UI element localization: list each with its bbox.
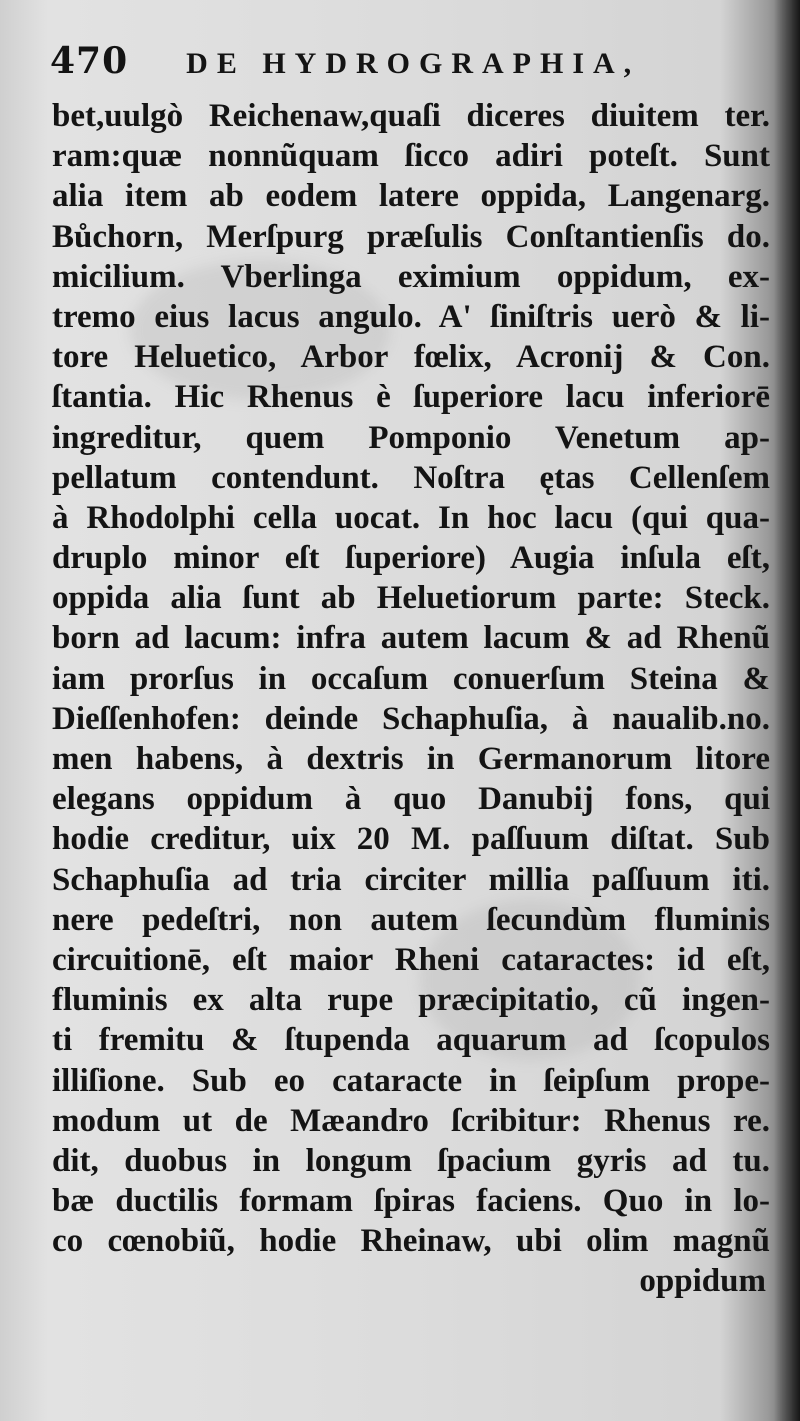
text-line: ſtantia. Hic Rhenus è ſuperiore lacu inferiorē xyxy=(52,379,770,416)
text-line: fluminis ex alta rupe præcipitatio, cũ ingen- xyxy=(52,982,770,1019)
page-number: 470 xyxy=(50,40,129,82)
text-line: à Rhodolphi cella uocat. In hoc lacu (qui qua- xyxy=(52,499,770,536)
text-line: ti fremitu & ſtupenda aquarum ad ſcopulos xyxy=(52,1022,770,1059)
text-line: nere pedeſtri, non autem ſecundùm fluminis xyxy=(52,901,770,938)
text-line: co cœnobiũ, hodie Rheinaw, ubi olim magnũ xyxy=(52,1223,770,1260)
text-line: Dieſſenhofen: deinde Schaphuſia, à naualib.no. xyxy=(52,700,770,737)
text-line: elegans oppidum à quo Danubij fons, qui xyxy=(52,781,770,818)
text-line: ram:quæ nonnũquam ſicco adiri poteſt. Sunt xyxy=(52,138,770,175)
text-line: bæ ductilis formam ſpiras faciens. Quo in lo- xyxy=(52,1183,770,1220)
text-line: ingreditur, quem Pomponio Venetum ap- xyxy=(52,419,770,456)
text-line: druplo minor eſt ſuperiore) Augia inſula eſt, xyxy=(52,540,770,577)
text-line: tore Heluetico, Arbor fœlix, Acronij & Con. xyxy=(52,339,770,376)
text-line: modum ut de Mæandro ſcribitur: Rhenus re. xyxy=(52,1102,770,1139)
text-line: illiſione. Sub eo cataracte in ſeipſum prope- xyxy=(52,1062,770,1099)
text-line: pellatum contendunt. Noſtra ętas Cellenſem xyxy=(52,459,770,496)
page-header xyxy=(50,40,760,90)
body-text xyxy=(52,96,770,1302)
text-line: micilium. Vberlinga eximium oppidum, ex- xyxy=(52,258,770,295)
text-line: circuitionē, eſt maior Rheni cataractes: id eſt, xyxy=(52,941,770,978)
text-line: Bůchorn, Merſpurg præſulis Conſtantienſis do. xyxy=(52,218,770,255)
text-line: bet,uulgò Reichenaw,quaſi diceres diuitem ter. xyxy=(52,98,770,134)
running-head: DE HYDROGRAPHIA, xyxy=(186,47,641,80)
book-spine-shadow xyxy=(774,0,800,1421)
text-line: born ad lacum: infra autem lacum & ad Rhenũ xyxy=(52,620,770,657)
text-line: dit, duobus in longum ſpacium gyris ad tu. xyxy=(52,1142,770,1179)
text-line: hodie creditur, uix 20 M. paſſuum diſtat. Sub xyxy=(52,821,770,858)
text-line: Schaphuſia ad tria circiter millia paſſuum iti. xyxy=(52,861,770,898)
text-line: tremo eius lacus angulo. A' ſiniſtris uerò & li- xyxy=(52,298,770,335)
text-line: oppida alia ſunt ab Heluetiorum parte: Steck. xyxy=(52,580,770,617)
text-line: men habens, à dextris in Germanorum litore xyxy=(52,741,770,777)
text-line: iam prorſus in occaſum conuerſum Steina & xyxy=(52,660,770,697)
catchword: oppidum xyxy=(639,1263,766,1300)
text-line: alia item ab eodem latere oppida, Langenarg. xyxy=(52,178,770,215)
